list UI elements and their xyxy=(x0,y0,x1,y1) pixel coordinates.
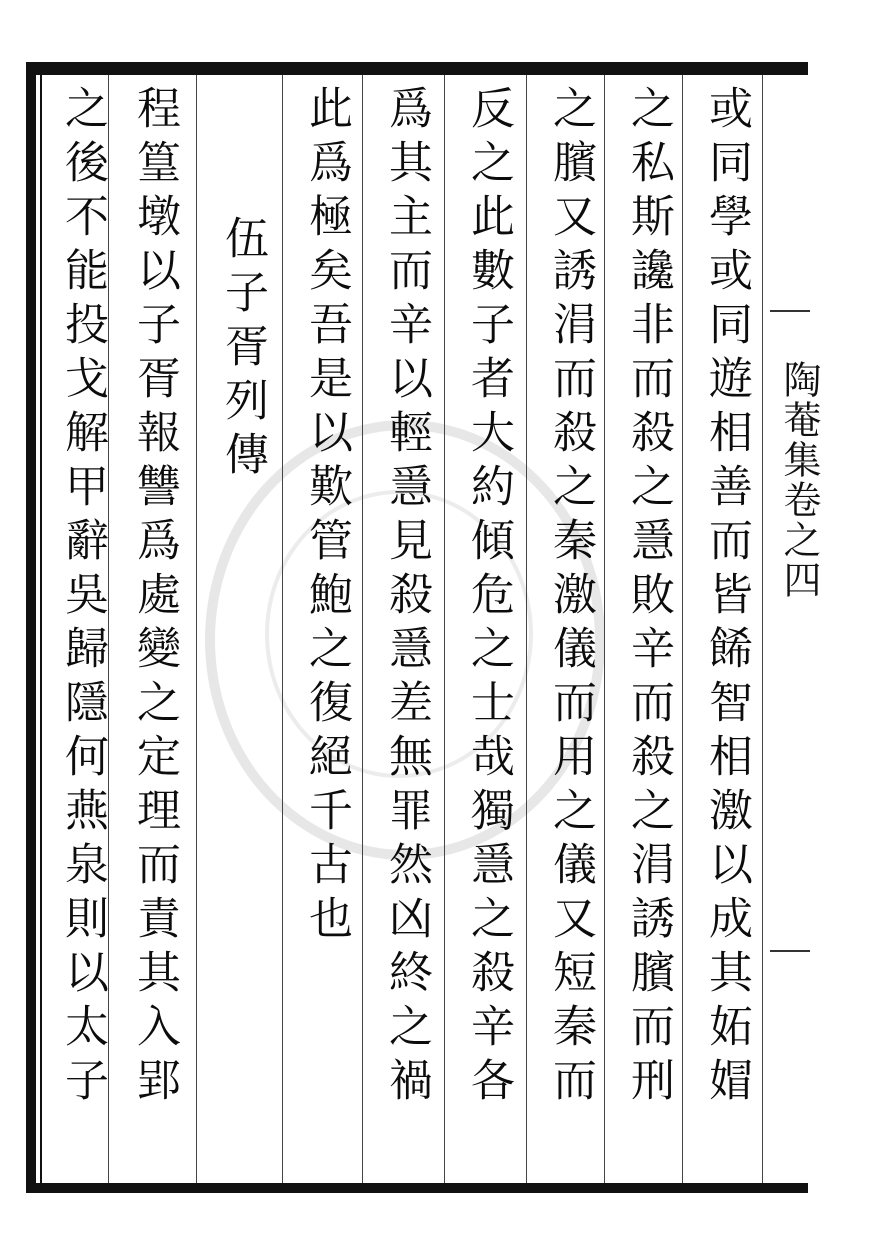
margin-rule-top xyxy=(770,310,810,312)
left-border-rule xyxy=(26,62,36,1193)
column-divider xyxy=(526,75,527,1183)
section-heading: 伍子胥列傳 xyxy=(217,215,268,485)
column-divider xyxy=(282,75,283,1183)
text-column-6: 此爲極矣吾是以歎管鮑之復絕千古也 xyxy=(301,85,352,949)
text-column-7: 程篁墩以子胥報讐爲處變之定理而責其入郢 xyxy=(129,85,180,1111)
text-column-1: 或同學或同遊相善而皆餙智相激以成其妬媢 xyxy=(701,85,752,1111)
margin-title: 陶菴集卷之四 xyxy=(777,360,821,600)
text-column-4: 反之此數子者大約傾危之士哉獨㥯之殺辛各 xyxy=(463,85,514,1111)
top-border-rule xyxy=(30,62,808,75)
text-column-8: 之後不能投戈解甲辭吳歸隱何燕泉則以太子 xyxy=(57,85,108,1111)
text-column-5: 爲其主而辛以輕㥯見殺㥯差無罪然凶終之禍 xyxy=(381,85,432,1111)
margin-rule-bottom xyxy=(770,950,810,952)
text-column-3: 之臏又誘涓而殺之秦激儀而用之儀又短秦而 xyxy=(545,85,596,1111)
column-divider xyxy=(362,75,363,1183)
bottom-border-rule xyxy=(30,1183,808,1193)
text-column-2: 之私斯讒非而殺之㥯敗辛而殺之涓誘臏而刑 xyxy=(623,85,674,1111)
column-divider xyxy=(196,75,197,1183)
column-divider xyxy=(762,75,763,1183)
left-inner-rule xyxy=(40,62,42,1193)
column-divider xyxy=(444,75,445,1183)
